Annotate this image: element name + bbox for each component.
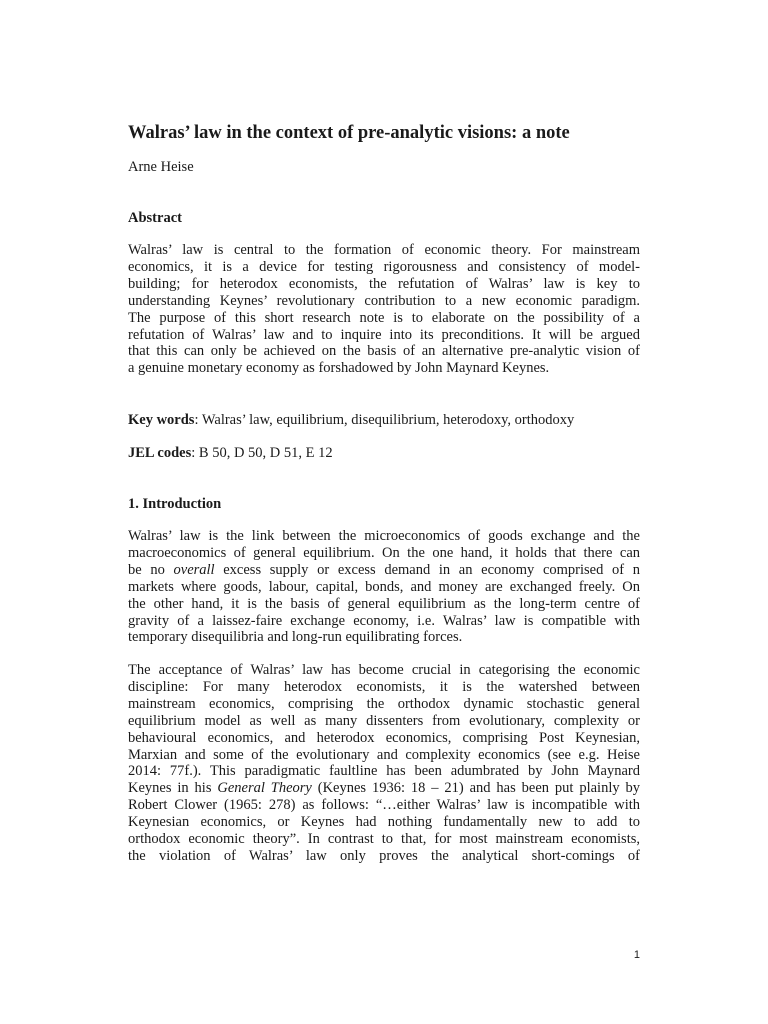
text-line: discipline: For many heterodox economists, it is the watershed between [128, 678, 640, 695]
keywords-line [128, 411, 574, 429]
introduction-heading: 1. Introduction [128, 496, 222, 512]
author-name: Arne Heise [128, 159, 194, 175]
jel-codes-label: JEL codes [128, 445, 192, 461]
text-line: be no overall excess supply or excess demand in an economy comprised of n [128, 561, 641, 578]
paper-title: Walras’ law in the context of pre-analytic visions: a note [128, 123, 570, 143]
text-line: 2014: 77f.). This paradigmatic faultline has been adumbrated by John Maynard [128, 763, 640, 780]
text-line: building; for heterodox economists, the refutation of Walras’ law is key to [128, 275, 640, 292]
text-line: macroeconomics of general equilibrium. On the one hand, it holds that there can [128, 544, 640, 561]
text-line: behavioural economics, and heterodox economics, comprising Post Keynesian, [128, 729, 640, 746]
introduction-paragraph-2 [128, 662, 640, 865]
text-line: Walras’ law is the link between the microeconomics of goods exchange and the [128, 528, 640, 544]
text-line: the violation of Walras’ law only proves the analytical short-comings of [128, 847, 640, 864]
text-line: that this can only be achieved on the basis of an alternative pre-analytic vision of [128, 343, 640, 360]
text-line: Walras’ law is central to the formation of economic theory. For mainstream [128, 242, 640, 258]
text-line: gravity of a laissez-faire exchange economy, i.e. Walras’ law is compatible with [128, 612, 640, 629]
text-line: The acceptance of Walras’ law has become crucial in categorising the economic [128, 662, 640, 678]
text-line: Keynesian economics, or Keynes had nothing fundamentally new to add to [128, 814, 640, 831]
text-line: Keynes in his General Theory (Keynes 1936: 18 – 21) and has been put plainly by [128, 780, 640, 797]
text-line: temporary disequilibria and long-run equilibrating forces. [128, 629, 463, 646]
text-line: Robert Clower (1965: 278) as follows: “…either Walras’ law is incompatible with [128, 797, 640, 814]
text-line: Marxian and some of the evolutionary and complexity economics (see e.g. Heise [128, 746, 640, 763]
abstract-body [128, 242, 640, 377]
text-line: The purpose of this short research note is to elaborate on the possibility of a [128, 309, 640, 326]
text-line: understanding Keynes’ revolutionary contribution to a new economic paradigm. [128, 292, 640, 309]
text-line: equilibrium model as well as many dissenters from evolutionary, complexity or [128, 712, 640, 729]
emphasis-overall: overall [173, 561, 215, 578]
text-line: the other hand, it is the basis of general equilibrium as the long-term centre of [128, 595, 640, 612]
text-line: a genuine monetary economy as forshadowed by John Maynard Keynes. [128, 360, 550, 377]
text-line: economics, it is a device for testing rigorousness and consistency of model- [128, 258, 640, 275]
text-line: orthodox economic theory”. In contrast to that, for most mainstream economists, [128, 831, 640, 848]
keywords-label: Key words [128, 412, 195, 428]
introduction-paragraph-1 [128, 528, 640, 646]
jel-codes-line [128, 444, 333, 462]
text-line: markets where goods, labour, capital, bonds, and money are exchanged freely. On [128, 578, 640, 595]
emphasis-general-theory: General Theory [217, 780, 312, 797]
jel-codes-value: : B 50, D 50, D 51, E 12 [191, 445, 333, 461]
page-number: 1 [633, 949, 640, 961]
text-line: mainstream economics, comprising the orthodox dynamic stochastic general [128, 695, 640, 712]
abstract-heading: Abstract [128, 210, 182, 226]
text-line: refutation of Walras’ law and to inquire into its preconditions. It will be argued [128, 326, 640, 343]
keywords-value: : Walras’ law, equilibrium, disequilibrium, heterodoxy, orthodoxy [194, 412, 575, 428]
